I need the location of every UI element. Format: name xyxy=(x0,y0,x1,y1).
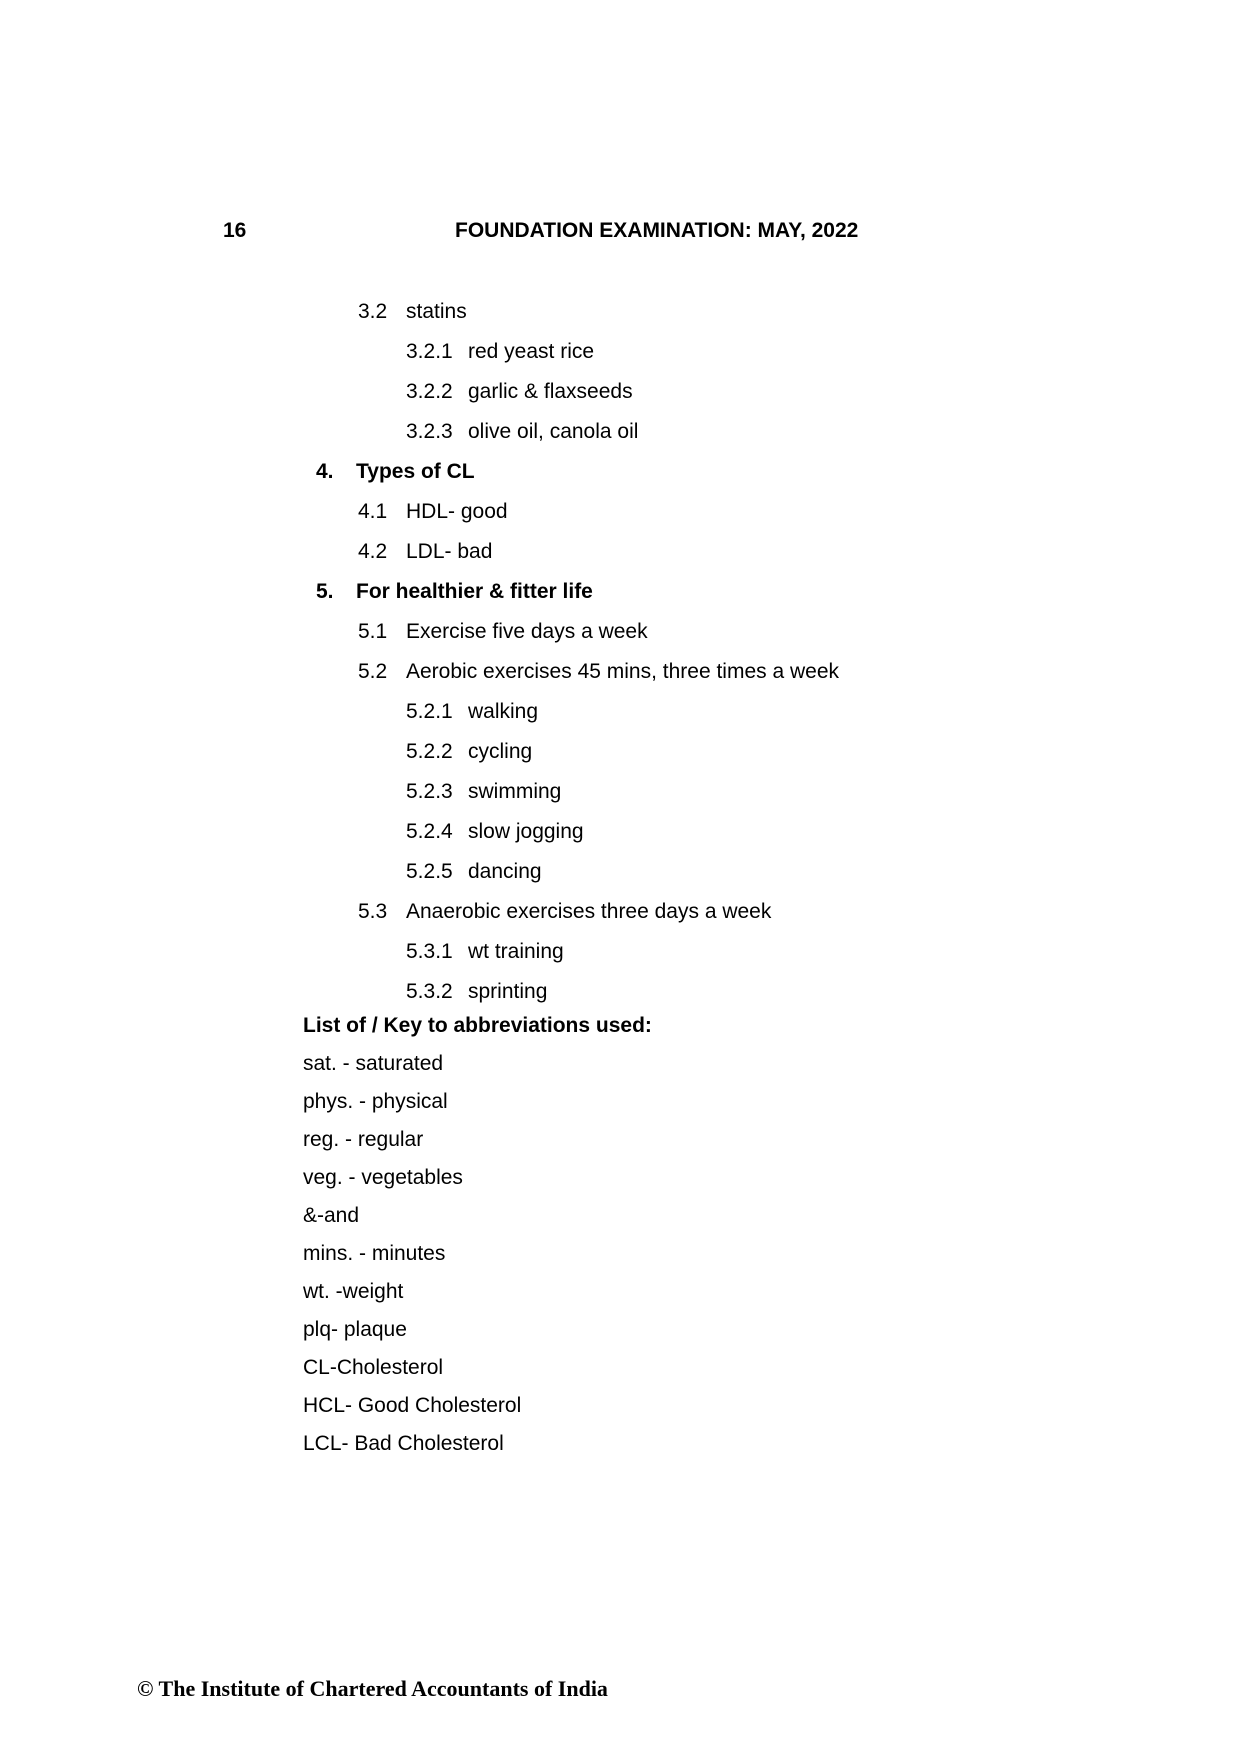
abbreviation-item: mins. - minutes xyxy=(303,1242,446,1265)
outline-item xyxy=(406,732,839,772)
abbreviation-item: LCL- Bad Cholesterol xyxy=(303,1432,504,1455)
abbreviation-item: CL-Cholesterol xyxy=(303,1356,444,1379)
outline-item xyxy=(358,892,839,932)
footer-copyright: © The Institute of Chartered Accountants of India xyxy=(137,1676,608,1701)
outline-item-number: 5.1 xyxy=(358,620,388,643)
abbreviations-heading: List of / Key to abbreviations used: xyxy=(303,1014,652,1037)
outline-item-number: 5.2.2 xyxy=(406,740,453,763)
outline-item-label: cycling xyxy=(468,740,533,763)
abbreviation-item: wt. -weight xyxy=(303,1280,404,1303)
outline-item-label: Exercise five days a week xyxy=(406,620,648,643)
outline-item xyxy=(406,412,839,452)
outline-item-number: 3.2.2 xyxy=(406,380,453,403)
outline-item-label: wt training xyxy=(468,940,564,963)
outline-item-label: swimming xyxy=(468,780,562,803)
outline-item-number: 4.1 xyxy=(358,500,388,523)
outline-list xyxy=(0,292,839,1012)
outline-item-number: 5.2.1 xyxy=(406,700,453,723)
outline-item-number: 5.2.5 xyxy=(406,860,453,883)
outline-item-number: 3.2 xyxy=(358,300,388,323)
abbreviations-list xyxy=(303,1045,521,1463)
outline-item xyxy=(406,692,839,732)
outline-item-label: Types of CL xyxy=(356,460,475,483)
abbreviation-item: plq- plaque xyxy=(303,1318,407,1341)
outline-item-number: 5.3 xyxy=(358,900,388,923)
outline-item-number: 5.2.4 xyxy=(406,820,453,843)
abbreviation-item: &-and xyxy=(303,1204,360,1227)
header-title: FOUNDATION EXAMINATION: MAY, 2022 xyxy=(455,219,859,242)
outline-item-number: 4. xyxy=(316,460,334,483)
abbreviation-item: HCL- Good Cholesterol xyxy=(303,1394,522,1417)
outline-item-number: 4.2 xyxy=(358,540,388,563)
outline-item-label: slow jogging xyxy=(468,820,584,843)
outline-item xyxy=(406,852,839,892)
outline-item xyxy=(358,492,839,532)
outline-item xyxy=(406,812,839,852)
outline-item-label: walking xyxy=(468,700,539,723)
outline-item xyxy=(406,372,839,412)
outline-item-label: For healthier & fitter life xyxy=(356,580,593,603)
outline-item-number: 5.2 xyxy=(358,660,388,683)
outline-item-number: 5.3.1 xyxy=(406,940,453,963)
outline-item xyxy=(406,332,839,372)
outline-item-number: 3.2.3 xyxy=(406,420,453,443)
outline-item-label: LDL- bad xyxy=(406,540,493,563)
outline-item-label: Aerobic exercises 45 mins, three times a week xyxy=(406,660,840,683)
outline-item-label: Anaerobic exercises three days a week xyxy=(406,900,772,923)
outline-item xyxy=(406,932,839,972)
outline-item-number: 5.3.2 xyxy=(406,980,453,1003)
outline-item xyxy=(316,572,839,612)
outline-item-label: dancing xyxy=(468,860,542,883)
abbreviation-item: reg. - regular xyxy=(303,1128,424,1151)
outline-item-number: 3.2.1 xyxy=(406,340,453,363)
outline-item-label: sprinting xyxy=(468,980,548,1003)
outline-item xyxy=(358,292,839,332)
outline-item-number: 5.2.3 xyxy=(406,780,453,803)
outline-item-label: olive oil, canola oil xyxy=(468,420,639,443)
outline-item-label: garlic & flaxseeds xyxy=(468,380,633,403)
outline-item-label: red yeast rice xyxy=(468,340,595,363)
outline-item-number: 5. xyxy=(316,580,334,603)
outline-item xyxy=(358,532,839,572)
abbreviation-item: veg. - vegetables xyxy=(303,1166,463,1189)
outline-item xyxy=(406,772,839,812)
outline-item xyxy=(316,452,839,492)
outline-item-label: statins xyxy=(406,300,467,323)
outline-item-label: HDL- good xyxy=(406,500,508,523)
abbreviation-item: sat. - saturated xyxy=(303,1052,444,1075)
outline-item xyxy=(358,652,839,692)
abbreviation-item: phys. - physical xyxy=(303,1090,448,1113)
header-page-number: 16 xyxy=(223,219,247,242)
outline-item xyxy=(358,612,839,652)
